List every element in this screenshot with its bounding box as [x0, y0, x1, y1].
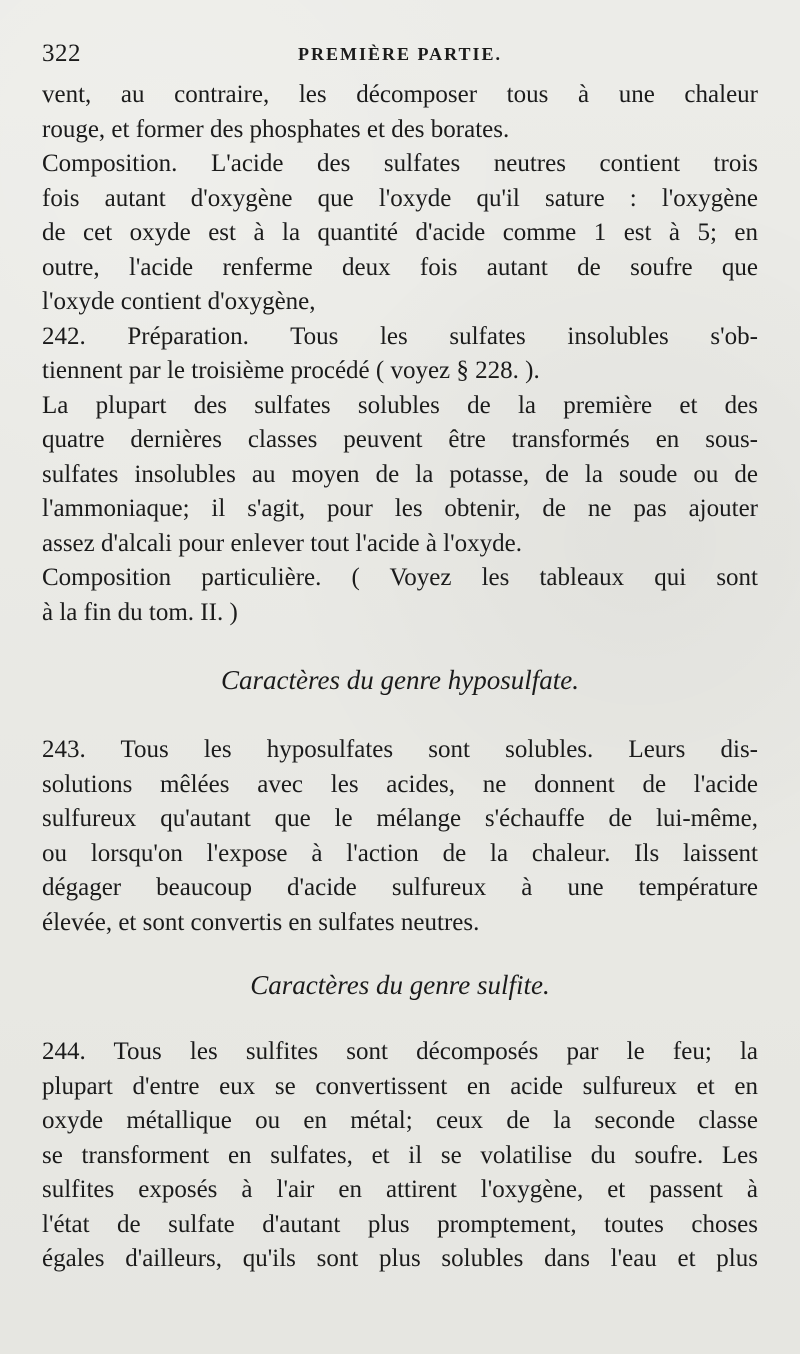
- text-line: à la fin du tom. II. ): [42, 598, 238, 626]
- text-line: assez d'alcali pour enlever tout l'acide à l'oxyde.: [42, 529, 522, 557]
- page-text-continued: [42, 733, 758, 940]
- text-line: La plupart des sulfates solubles de la première et des: [42, 391, 758, 419]
- text-line: oxyde métallique ou en métal; ceux de la seconde classe: [42, 1107, 758, 1134]
- text-line: 243. Tous les hyposulfates sont solubles. Leurs dis-: [42, 736, 758, 763]
- running-title: PREMIÈRE PARTIE.: [297, 44, 503, 64]
- text-line: outre, l'acide renferme deux fois autant de soufre que: [42, 253, 758, 281]
- text-line: élevée, et sont convertis en sulfates neutres.: [42, 908, 480, 936]
- text-line: Composition particulière. ( Voyez les tableaux qui sont: [42, 564, 758, 591]
- text-line: l'état de sulfate d'autant plus promptement, toutes choses: [42, 1210, 758, 1238]
- text-line: 242. Préparation. Tous les sulfates insolubles s'ob-: [42, 322, 758, 350]
- text-line: sulfureux qu'autant que le mélange s'échauffe de lui-même,: [42, 805, 758, 832]
- text-line: de cet oxyde est à la quantité d'acide comme 1 est à 5; en: [42, 219, 758, 246]
- text-line: sulfates insolubles au moyen de la potasse, de la soude ou de: [42, 460, 758, 488]
- text-line: solutions mêlées avec les acides, ne donnent de l'acide: [42, 770, 758, 798]
- text-line: égales d'ailleurs, qu'ils sont plus solubles dans l'eau et plus: [42, 1245, 758, 1272]
- text-line: dégager beaucoup d'acide sulfureux à une température: [42, 874, 758, 901]
- page-text-final: [42, 1035, 758, 1277]
- text-line: tiennent par le troisième procédé ( voyez § 228. ).: [42, 357, 540, 384]
- section-heading-sulfite: Caractères du genre sulfite.: [250, 970, 550, 1000]
- text-line: 244. Tous les sulfites sont décomposés par le feu; la: [42, 1038, 758, 1065]
- text-line: se transforment en sulfates, et il se volatilise du soufre. Les: [42, 1141, 758, 1169]
- text-line: fois autant d'oxygène que l'oxyde qu'il sature : l'oxygène: [42, 184, 758, 212]
- page-number: 322: [42, 40, 81, 67]
- text-line: l'ammoniaque; il s'agit, pour les obtenir, de ne pas ajouter: [42, 495, 758, 522]
- section-heading-hyposulfate: Caractères du genre hyposulfate.: [221, 665, 579, 695]
- page-text: [42, 78, 758, 630]
- text-line: quatre dernières classes peuvent être transformés en sous-: [42, 426, 758, 453]
- text-line: ou lorsqu'on l'expose à l'action de la chaleur. Ils laissent: [42, 839, 758, 867]
- running-header: [42, 36, 758, 78]
- text-line: Composition. L'acide des sulfates neutres contient trois: [42, 150, 758, 177]
- text-line: plupart d'entre eux se convertissent en acide sulfureux et en: [42, 1072, 758, 1100]
- text-line: vent, au contraire, les décomposer tous à une chaleur: [42, 81, 758, 108]
- text-line: rouge, et former des phosphates et des borates.: [42, 115, 510, 143]
- text-line: l'oxyde contient d'oxygène,: [42, 288, 316, 315]
- text-line: sulfites exposés à l'air en attirent l'oxygène, et passent à: [42, 1176, 758, 1203]
